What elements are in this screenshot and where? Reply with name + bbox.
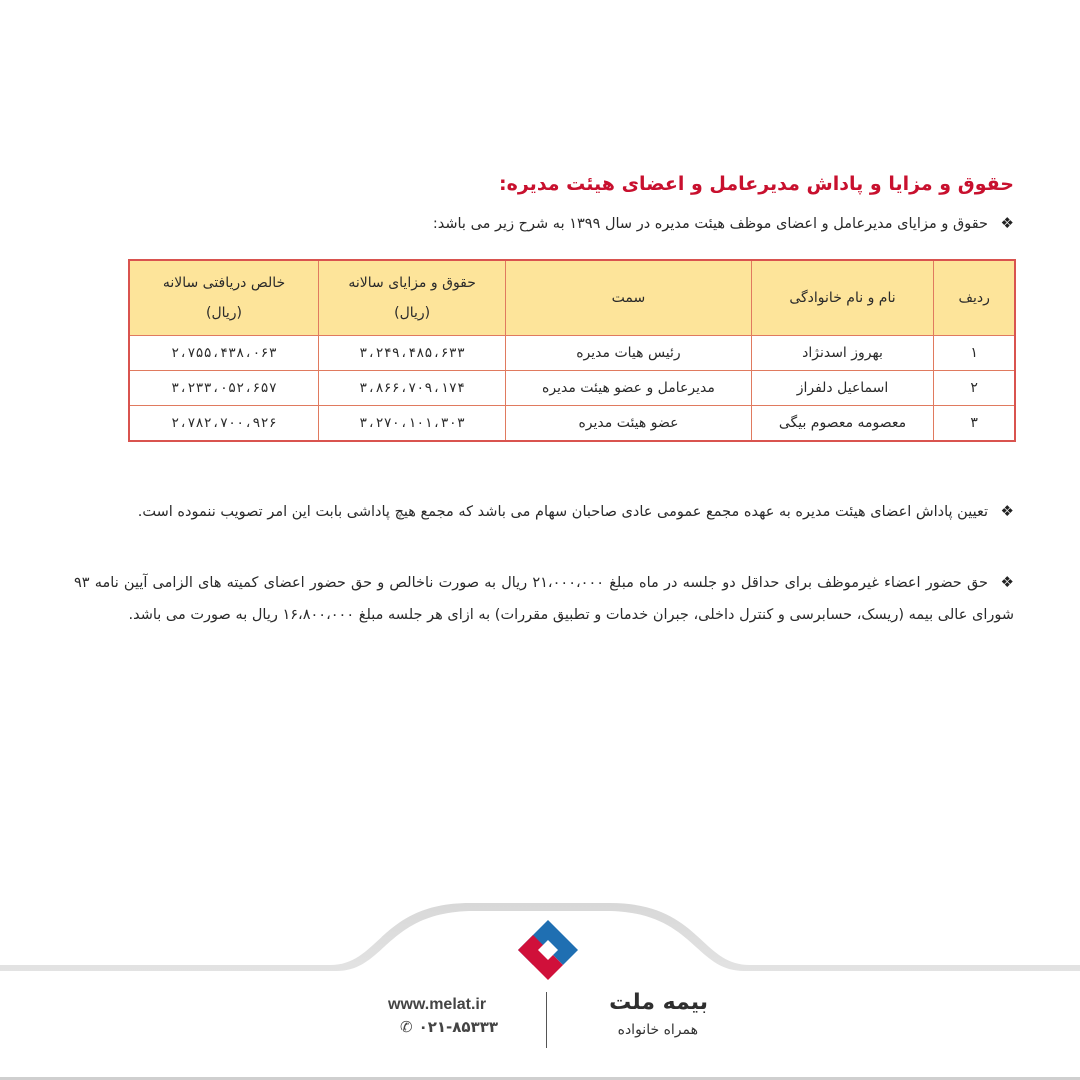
salary-table <box>128 259 1016 442</box>
cell-position: مدیرعامل و عضو هیئت مدیره <box>506 371 751 406</box>
cell-annual-net: ۲،۷۵۵،۴۳۸،۰۶۳ <box>129 336 319 371</box>
bullet-icon: ❖ <box>1000 214 1014 232</box>
cell-full-name: بهروز اسدنژاد <box>751 336 934 371</box>
paragraph-attendance-fee <box>74 566 1014 631</box>
table-row <box>129 406 1015 442</box>
cell-row-number: ۳ <box>934 406 1015 442</box>
cell-row-number: ۲ <box>934 371 1015 406</box>
header-full-name: نام و نام خانوادگی <box>751 260 934 336</box>
header-annual-gross <box>319 260 506 336</box>
cell-annual-net: ۲،۷۸۲،۷۰۰،۹۲۶ <box>129 406 319 442</box>
cell-full-name: اسماعیل دلفراز <box>751 371 934 406</box>
cell-annual-gross: ۳،۲۴۹،۴۸۵،۶۳۳ <box>319 336 506 371</box>
brand-slogan: همراه خانواده <box>617 1022 698 1038</box>
header-annual-net <box>129 260 319 336</box>
website-link[interactable]: www.melat.ir <box>388 996 487 1013</box>
phone-text: ۰۲۱-۸۵۳۳۳ <box>418 1018 499 1036</box>
cell-annual-gross: ۳،۸۶۶،۷۰۹،۱۷۴ <box>319 371 506 406</box>
table-header-row <box>129 260 1015 336</box>
cell-full-name: معصومه معصوم بیگی <box>751 406 934 442</box>
phone-number <box>400 1018 540 1036</box>
intro-text: حقوق و مزایای مدیرعامل و اعضای موظف هیئت مدیره در سال ۱۳۹۹ به شرح زیر می باشد: <box>432 216 988 232</box>
header-position: سمت <box>506 260 751 336</box>
melat-logo-icon <box>516 918 580 982</box>
header-annual-gross-title: حقوق و مزایای سالانه <box>348 275 476 291</box>
paragraph-text: تعیین پاداش اعضای هیئت مدیره به عهده مجمع عمومی عادی صاحبان سهام می باشد که مجمع هیچ پاداشی بابت این امر تصویب ننموده است. <box>137 504 988 520</box>
header-annual-gross-unit: (ریال) <box>394 305 431 321</box>
cell-annual-net: ۳،۲۳۳،۰۵۲،۶۵۷ <box>129 371 319 406</box>
brand-name: بیمه ملت <box>609 990 708 1015</box>
header-annual-net-title: خالص دریافتی سالانه <box>162 275 286 291</box>
table-row <box>129 336 1015 371</box>
cell-position: رئیس هیات مدیره <box>506 336 751 371</box>
paragraph-board-reward <box>74 495 1014 528</box>
header-annual-net-unit: (ریال) <box>205 305 243 321</box>
cell-row-number: ۱ <box>934 336 1015 371</box>
table-row <box>129 371 1015 406</box>
paragraph-text: حق حضور اعضاء غیرموظف برای حداقل دو جلسه در ماه مبلغ ۲۱،۰۰۰،۰۰۰ ریال به صورت ناخالص و حق حضور اعضای کمیته های الزامی آیین نامه ۹۳ شورای عالی بیمه (ریسک، حسابرسی و کنترل داخلی، جبران خدمات و تطبیق مقررات) به ازای هر جلسه مبلغ ۱۶،۸۰۰،۰۰۰ ریال به صورت می باشد. <box>74 575 1014 623</box>
phone-icon: ✆ <box>400 1018 413 1036</box>
section-heading: حقوق و مزایا و پاداش مدیرعامل و اعضای هیئت مدیره: <box>499 173 1014 195</box>
intro-line <box>74 208 1014 239</box>
cell-position: عضو هیئت مدیره <box>506 406 751 442</box>
bullet-icon: ❖ <box>1000 502 1014 520</box>
header-row-number: ردیف <box>934 260 1015 336</box>
bullet-icon: ❖ <box>1000 573 1014 591</box>
footer-divider <box>546 992 547 1048</box>
cell-annual-gross: ۳،۲۷۰،۱۰۱،۳۰۳ <box>319 406 506 442</box>
